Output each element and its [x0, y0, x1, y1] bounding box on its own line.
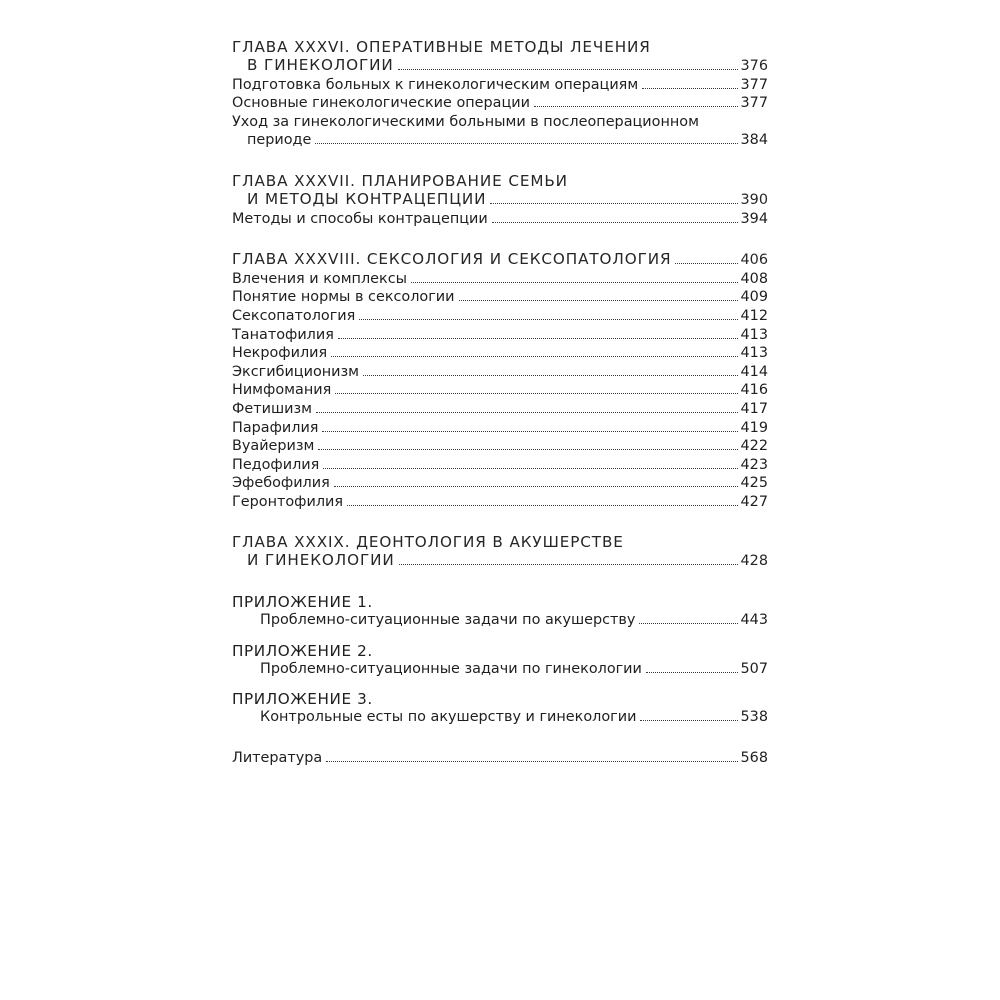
page-number: 384 — [740, 132, 768, 149]
toc-entry — [232, 437, 768, 456]
dot-leader — [347, 505, 738, 506]
toc-entry — [232, 474, 768, 493]
entry-title: Методы и способы контрацепции — [232, 210, 488, 227]
appendix-2 — [232, 642, 768, 679]
toc-entry — [232, 493, 768, 512]
entry-title: Некрофилия — [232, 345, 328, 362]
entry-title: Вуайеризм — [232, 438, 315, 455]
page-number: 507 — [740, 660, 768, 677]
dot-leader — [334, 486, 738, 487]
toc-entry — [232, 326, 768, 345]
dot-leader — [359, 319, 737, 320]
dot-leader — [640, 720, 737, 721]
appendix-title: ПРИЛОЖЕНИЕ 3. — [232, 690, 373, 709]
entry-title: Педофилия — [232, 456, 320, 473]
entry-title: периоде — [247, 132, 312, 149]
page-number: 376 — [740, 58, 768, 74]
dot-leader — [322, 431, 737, 432]
dot-leader — [646, 672, 738, 673]
chapter-title: ГЛАВА XXXVII. ПЛАНИРОВАНИЕ СЕМЬИ — [232, 171, 568, 190]
toc-entry — [232, 363, 768, 382]
page-number: 443 — [740, 612, 768, 629]
appendix-title: ПРИЛОЖЕНИЕ 2. — [232, 641, 373, 660]
dot-leader — [318, 449, 737, 450]
dot-leader — [399, 564, 738, 565]
page-number: 538 — [740, 709, 768, 726]
entry-title: Литература — [232, 749, 323, 766]
entry-title: Подготовка больных к гинекологическим операциям — [232, 76, 639, 93]
entry-title: Уход за гинекологическими больными в послеоперационном — [232, 113, 699, 130]
chapter-title-row — [232, 250, 768, 270]
entry-title: Проблемно-ситуационные задачи по акушерству — [260, 612, 636, 629]
page-number: 409 — [740, 289, 768, 306]
chapter-title: ГЛАВА XXXIX. ДЕОНТОЛОГИЯ В АКУШЕРСТВЕ — [232, 533, 624, 552]
page-number: 414 — [740, 363, 768, 380]
toc-entry — [232, 270, 768, 289]
dot-leader — [534, 106, 738, 107]
entry-title: Фетишизм — [232, 400, 313, 417]
entry-title: Эфебофилия — [232, 475, 330, 492]
dot-leader — [459, 300, 738, 301]
dot-leader — [335, 393, 737, 394]
chapter-39 — [232, 533, 768, 571]
toc-entry — [232, 131, 768, 150]
entry-title: Понятие нормы в сексологии — [232, 289, 455, 306]
dot-leader — [490, 203, 737, 204]
appendix-3 — [232, 690, 768, 727]
dot-leader — [323, 468, 737, 469]
page-number: 422 — [740, 438, 768, 455]
entry-title: Нимфомания — [232, 382, 332, 399]
toc-entry — [232, 210, 768, 229]
appendix-title: ПРИЛОЖЕНИЕ 1. — [232, 593, 373, 612]
toc-entry — [232, 94, 768, 113]
dot-leader — [316, 412, 738, 413]
dot-leader — [639, 623, 737, 624]
page-number: 419 — [740, 419, 768, 436]
appendix-1 — [232, 593, 768, 630]
page-number: 425 — [740, 475, 768, 492]
entry-title: Танатофилия — [232, 326, 334, 343]
toc-entry — [232, 611, 768, 630]
entry-title: Влечения и комплексы — [232, 270, 407, 287]
page-number: 423 — [740, 456, 768, 473]
chapter-title: И ГИНЕКОЛОГИИ — [247, 551, 395, 570]
dot-leader — [411, 282, 738, 283]
toc-entry — [232, 660, 768, 679]
toc-entry — [232, 381, 768, 400]
dot-leader — [331, 356, 737, 357]
dot-leader — [642, 88, 737, 89]
toc-entry — [232, 76, 768, 95]
entry-title: Основные гинекологические операции — [232, 95, 530, 112]
page-number: 412 — [740, 307, 768, 324]
toc-entry — [232, 307, 768, 326]
chapter-title: ГЛАВА XXXVIII. СЕКСОЛОГИЯ И СЕКСОПАТОЛОГИЯ — [232, 250, 672, 269]
page-number: 377 — [740, 76, 768, 93]
entry-title: Эксгибиционизм — [232, 363, 360, 380]
toc-entry — [232, 288, 768, 307]
chapter-title-line2-row — [232, 190, 768, 210]
entry-title: Сексопатология — [232, 307, 356, 324]
chapter-title-line2-row — [232, 551, 768, 571]
toc-entry — [232, 400, 768, 419]
chapter-title: И МЕТОДЫ КОНТРАЦЕПЦИИ — [247, 189, 487, 208]
toc-entry — [232, 708, 768, 727]
toc-entry — [232, 344, 768, 363]
dot-leader — [675, 263, 737, 264]
entry-title: Геронтофилия — [232, 493, 344, 510]
page-number: 413 — [740, 345, 768, 362]
page-number: 390 — [740, 191, 768, 208]
page-number: 413 — [740, 326, 768, 343]
page-number: 416 — [740, 382, 768, 399]
page-number: 427 — [740, 493, 768, 510]
dot-leader — [326, 761, 737, 762]
page-number: 417 — [740, 400, 768, 417]
page-number: 406 — [740, 252, 768, 269]
entry-title: Проблемно-ситуационные задачи по гинекологии — [260, 660, 642, 677]
page-number: 428 — [740, 553, 768, 570]
toc-entry — [232, 419, 768, 438]
dot-leader — [315, 143, 737, 144]
chapter-38 — [232, 250, 768, 511]
toc-entry — [232, 456, 768, 475]
dot-leader — [398, 69, 738, 70]
chapter-title: ГЛАВА XXXVI. ОПЕРАТИВНЫЕ МЕТОДЫ ЛЕЧЕНИЯ — [232, 38, 651, 56]
page-number: 408 — [740, 270, 768, 287]
chapter-37 — [232, 172, 768, 228]
entry-title: Контрольные есты по акушерству и гинекологии — [260, 709, 637, 726]
dot-leader — [363, 375, 738, 376]
chapter-title-line2-row — [232, 56, 768, 76]
chapter-title: В ГИНЕКОЛОГИИ — [247, 56, 394, 74]
dot-leader — [492, 222, 738, 223]
literature-entry — [232, 749, 768, 768]
page-number: 568 — [740, 749, 768, 766]
table-of-contents — [232, 38, 768, 767]
page-number: 377 — [740, 95, 768, 112]
page-number: 394 — [740, 210, 768, 227]
dot-leader — [338, 338, 738, 339]
chapter-36 — [232, 38, 768, 150]
entry-title: Парафилия — [232, 419, 319, 436]
